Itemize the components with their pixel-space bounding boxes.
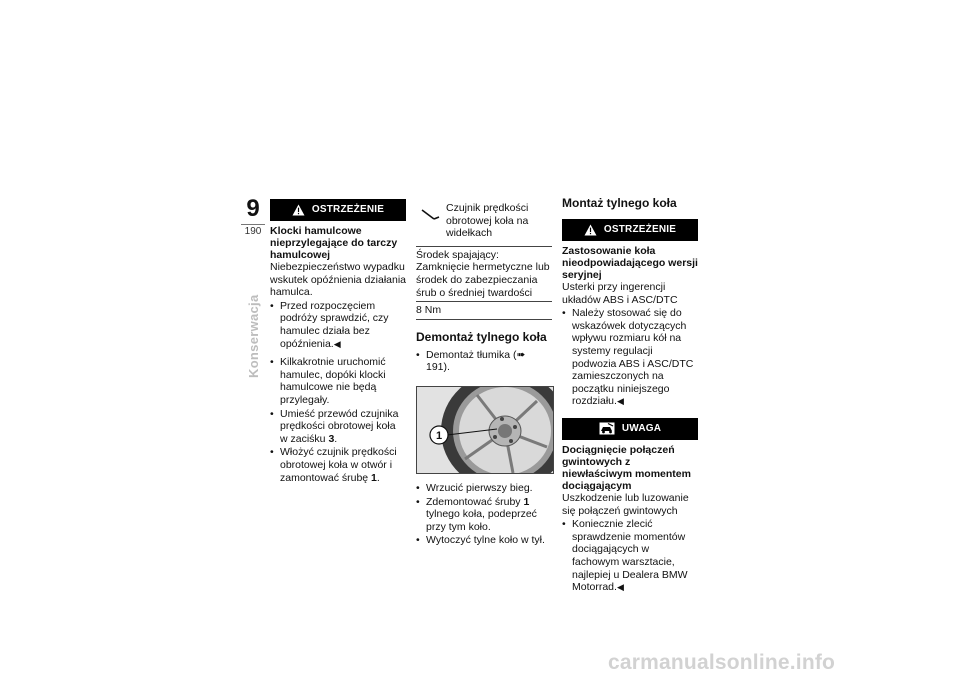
chapter-divider (241, 224, 265, 225)
caution-list (562, 518, 698, 594)
chapter-title-vertical: Konserwacja (246, 294, 261, 378)
list-item-text: Wrzucić pierwszy bieg. (426, 481, 533, 494)
warning-banner (270, 199, 406, 221)
list-item (416, 496, 552, 534)
list-item-text: Zdemontować śruby (426, 495, 524, 508)
list-item (270, 408, 406, 446)
caution-banner (562, 418, 698, 440)
page-number: 190 (244, 226, 262, 237)
list-item-text: Należy stosować się do wskazówek dotyczących wpływu rozmiaru kół na systemy regulacji podwozia ABS i ASC/DTC zamieszczonych na początku niniejszego rozdziału. (572, 307, 694, 408)
warning-intro: Niebezpieczeństwo wypadku wskutek opóźnienia działania hamulca. (270, 261, 407, 299)
spec-row-adhesive: Środek spajający: Zamknięcie hermetyczne lub środek do zabezpieczania śrub o średniej twardości (416, 247, 552, 302)
list-item-text: Koniecznie zlecić sprawdzenie momentów dociągających w fachowym warsztacie, najlepiej u Dealera BMW Motorrad. (572, 518, 688, 594)
section-title-installation: Montaż tylnego koła (562, 196, 677, 210)
removal-list-top (416, 349, 552, 374)
list-item-text: Kilkakrotnie uruchomić hamulec, dopóki klocki hamulcowe nie będą przylegały. (280, 356, 386, 406)
section-title-removal: Demontaż tylnego koła (416, 329, 547, 344)
caution-intro: Uszkodzenie lub luzowanie się połączeń gwintowych (562, 491, 689, 517)
list-item-punct: . (376, 471, 380, 484)
list-item (562, 518, 698, 594)
rear-wheel-illustration (417, 387, 553, 473)
caution-banner-label: UWAGA (621, 422, 662, 434)
photo-callout-label: 1 (435, 429, 443, 442)
part-number: 3 (328, 432, 335, 445)
part-number: 1 (523, 495, 530, 508)
caution-car-icon (599, 422, 615, 435)
list-item (270, 446, 406, 484)
list-item-punct: ). (443, 361, 450, 374)
torque-spec-header (416, 199, 552, 247)
list-item-text: Umieść przewód czujnika prędkości obrotowej koła w zaciśku (280, 407, 399, 445)
list-item-punct: . (334, 432, 338, 445)
list-item-text: Włożyć czujnik prędkości obrotowej koła w otwór i zamontować śrubę (280, 446, 397, 484)
end-mark: ◀ (616, 396, 624, 407)
list-item-text: tylnego koła, podeprzeć przy tym koło. (426, 508, 537, 533)
warning-banner-label: OSTRZEŻENIE (603, 223, 677, 235)
spec-row-torque: 8 Nm (416, 304, 442, 317)
column-left (270, 199, 406, 484)
end-mark: ◀ (616, 582, 624, 593)
instruction-list (270, 356, 406, 484)
chapter-number: 9 (246, 195, 260, 222)
wrench-torque-icon (420, 208, 440, 222)
list-item-text: Wytoczyć tylne koło w tył. (426, 534, 545, 547)
end-mark: ◀ (333, 338, 341, 349)
warning-list (562, 307, 698, 408)
warning-banner-label: OSTRZEŻENIE (311, 203, 385, 215)
caution-heading: Dociągnięcie połączeń gwintowych z niewłaściwym momentem dociągającym (562, 443, 691, 492)
torque-spec-title: Czujnik prędkości obrotowej koła na widełkach (446, 202, 529, 240)
rear-wheel-photo (416, 386, 554, 474)
warning-heading: Zastosowanie koła nieodpowiadającego wersji seryjnej (562, 245, 698, 281)
warning-triangle-icon (292, 204, 305, 216)
page-reference: ➠ 191 (426, 348, 526, 374)
watermark: carmanualsonline.info (608, 651, 836, 674)
warning-intro: Usterki przy ingerencji układów ABS i ASC/DTC (562, 281, 678, 306)
removal-list-bottom (416, 482, 552, 547)
part-number: 1 (371, 471, 377, 484)
warning-triangle-icon (584, 224, 597, 236)
list-item-text: Przed rozpoczęciem podróży sprawdzić, czy hamulec działa bez opóźnienia. (280, 299, 389, 350)
warning-list (270, 300, 406, 350)
list-item (416, 482, 552, 495)
list-item (416, 349, 552, 374)
list-item-text: Demontaż tłumika ( (426, 348, 517, 361)
list-item (416, 534, 552, 547)
column-right (562, 196, 698, 594)
list-item (270, 356, 406, 406)
warning-banner (562, 219, 698, 241)
list-item (562, 307, 698, 408)
torque-spec-table (416, 247, 552, 320)
warning-heading: Klocki hamulcowe nieprzylegające do tarczy hamulcowej (270, 225, 398, 261)
list-item (270, 300, 406, 350)
column-middle (416, 199, 552, 547)
